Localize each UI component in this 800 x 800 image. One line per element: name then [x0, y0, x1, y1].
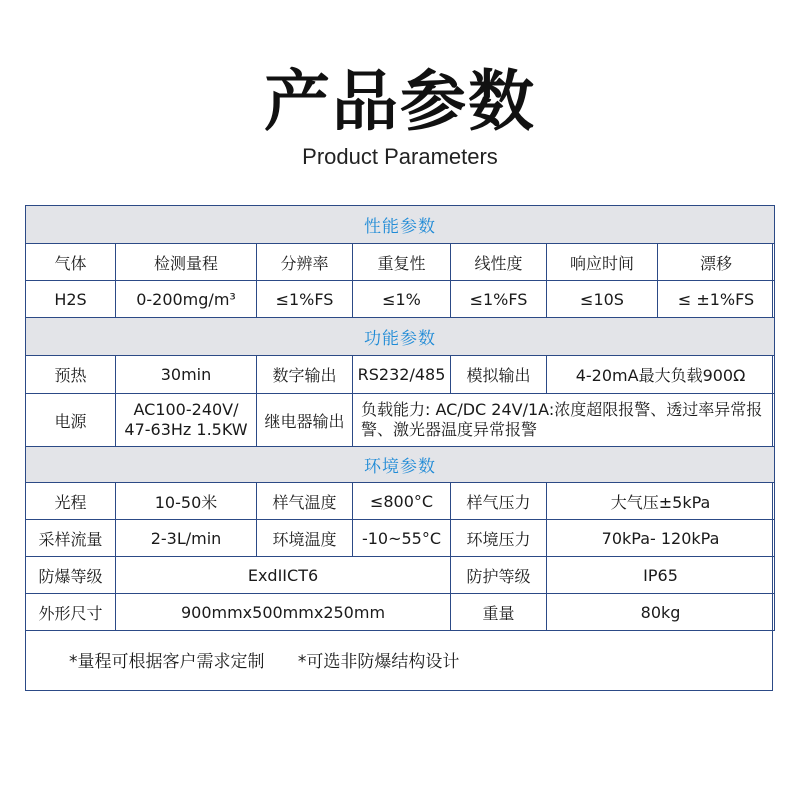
label-cell: 环境温度	[257, 520, 353, 557]
value-cell: 10-50米	[116, 483, 257, 520]
table-row	[26, 483, 775, 520]
header-cell: 漂移	[658, 244, 775, 281]
label-cell: 采样流量	[26, 520, 116, 557]
table-row	[26, 520, 775, 557]
label-cell: 模拟输出	[451, 356, 547, 394]
header-cell: 气体	[26, 244, 116, 281]
footnote-structure: *可选非防爆结构设计	[297, 652, 460, 672]
value-cell: 30min	[116, 356, 257, 394]
value-cell: 900mmx500mmx250mm	[116, 594, 451, 631]
value-cell: ≤1%FS	[451, 281, 547, 318]
label-cell: 环境压力	[451, 520, 547, 557]
label-cell: 数字输出	[257, 356, 353, 394]
label-cell: 样气压力	[451, 483, 547, 520]
value-cell: RS232/485	[353, 356, 451, 394]
value-cell: ≤1%	[353, 281, 451, 318]
label-cell: 重量	[451, 594, 547, 631]
footnote	[25, 634, 773, 691]
table-row	[26, 281, 775, 318]
value-cell: 70kPa- 120kPa	[547, 520, 775, 557]
value-cell: ≤1%FS	[257, 281, 353, 318]
page-title: 产品参数	[264, 63, 536, 140]
value-cell: ≤10S	[547, 281, 658, 318]
table-row	[26, 394, 775, 447]
label-cell: 光程	[26, 483, 116, 520]
value-cell: 0-200mg/m³	[116, 281, 257, 318]
label-cell: 防护等级	[451, 557, 547, 594]
value-cell: ExdIICT6	[116, 557, 451, 594]
parameters-table	[25, 205, 775, 631]
label-cell: 继电器输出	[257, 394, 353, 447]
header-cell: 重复性	[353, 244, 451, 281]
value-cell: ≤ ±1%FS	[658, 281, 775, 318]
table-row	[26, 594, 775, 631]
footnote-range: *量程可根据客户需求定制	[69, 652, 265, 672]
value-cell: H2S	[26, 281, 116, 318]
label-cell: 预热	[26, 356, 116, 394]
label-cell: 防爆等级	[26, 557, 116, 594]
value-cell: 2-3L/min	[116, 520, 257, 557]
value-cell: ≤800°C	[353, 483, 451, 520]
value-cell: IP65	[547, 557, 775, 594]
header-cell: 响应时间	[547, 244, 658, 281]
value-cell: 4-20mA最大负载900Ω	[547, 356, 775, 394]
header-cell: 分辨率	[257, 244, 353, 281]
section-performance: 性能参数	[26, 206, 775, 244]
value-cell: 大气压±5kPa	[547, 483, 775, 520]
label-cell: 样气温度	[257, 483, 353, 520]
table-row	[26, 557, 775, 594]
section-environment: 环境参数	[26, 447, 775, 483]
value-cell: AC100-240V/ 47-63Hz 1.5KW	[116, 394, 257, 447]
table-row	[26, 356, 775, 394]
table-row	[26, 244, 775, 281]
value-cell: -10~55°C	[353, 520, 451, 557]
value-cell: 负载能力: AC/DC 24V/1A:浓度超限报警、透过率异常报警、激光器温度异常报警	[353, 394, 775, 447]
label-cell: 外形尺寸	[26, 594, 116, 631]
header-cell: 检测量程	[116, 244, 257, 281]
label-cell: 电源	[26, 394, 116, 447]
value-cell: 80kg	[547, 594, 775, 631]
page-subtitle: Product Parameters	[302, 144, 498, 169]
header-cell: 线性度	[451, 244, 547, 281]
section-function: 功能参数	[26, 318, 775, 356]
